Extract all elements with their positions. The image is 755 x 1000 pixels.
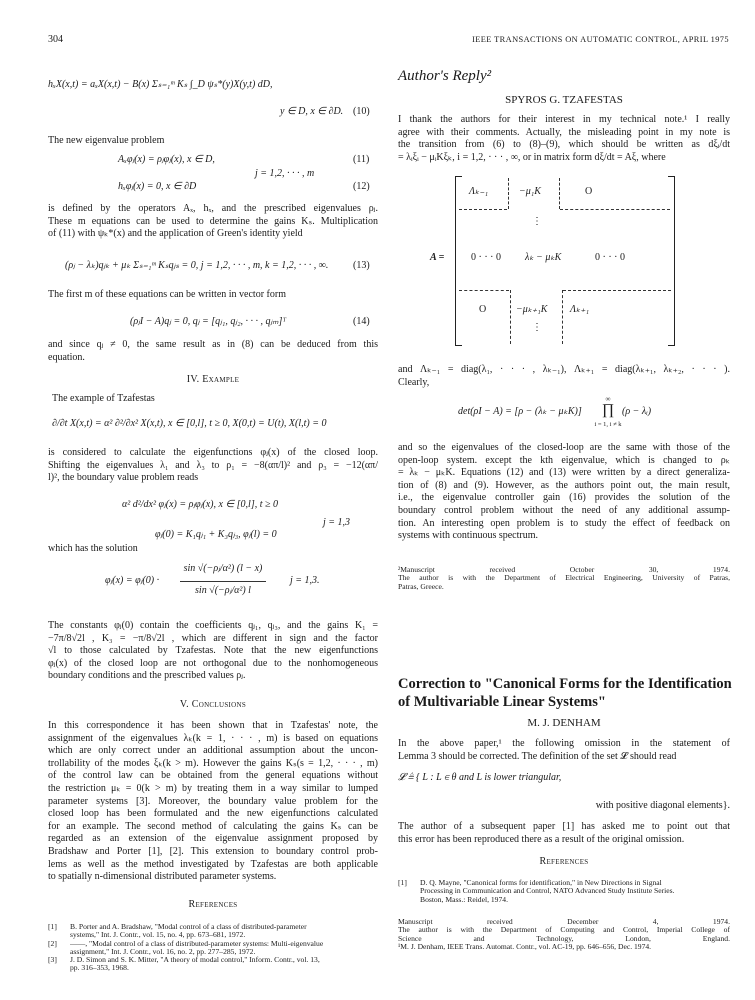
paragraph (398, 738, 730, 763)
paragraph (398, 821, 730, 846)
matrix-entry: O (585, 186, 593, 197)
text-line: closed loop has been formulated and the new eigenfunctions calculated (48, 808, 378, 820)
equation-12-number: (12) (353, 181, 370, 192)
reference-line: Processing in Communication and Control, NATO Advanced Study Institute Series. (420, 887, 675, 896)
matrix-entry: ⋮ (532, 322, 542, 333)
set-definition: 𝓛 ≜ { L : L ∈ θ and L is lower triangular, (398, 772, 562, 783)
text-line: to spatially n-dimensional distributed parameter systems. (48, 871, 277, 883)
dashed-divider (559, 178, 560, 209)
text-line: of the control law can be obtained from the general equations without (48, 770, 378, 782)
product-symbol: ∏ (601, 402, 615, 418)
text-line: is considered to calculate the eigenfunctions φⱼ(x) of the closed loop. (48, 447, 378, 458)
reference-line: D. Q. Mayne, "Canonical forms for identification," in New Directions in Signal (420, 879, 662, 887)
text-line: Bradshaw and Porter [1], [2]. This extension to boundary control prob- (48, 845, 378, 857)
equation-solution-denominator: sin √(−ρⱼ/α²) l (195, 585, 251, 596)
text-line: Clearly, (398, 376, 430, 388)
correction-title (398, 675, 738, 711)
block-matrix (455, 176, 675, 346)
equation-14-number: (14) (353, 316, 370, 327)
text-line: tion of (8) and (9). However, as the authors point out, the main result, (398, 479, 730, 491)
text-line: The constants φⱼ(0) contain the coefficients qⱼ₁, qⱼ₃, and the gains K₁ = (48, 620, 378, 631)
text-line: In this correspondence it has been shown that in Tzafestas' note, the (48, 720, 378, 731)
reference-list (398, 879, 730, 904)
text-line: i.e., the eigenvalue controller gain (16) provides the solution of the (398, 492, 730, 504)
text-line: parameter systems [3]. Moreover, the boundary value problem for the (48, 795, 378, 807)
text-line: The example of Tzafestas (52, 393, 155, 404)
text-line: assignment of the eigenvalues λₖ(k = 1, · · · , m) is based on equations (48, 732, 378, 744)
footnote (398, 918, 730, 951)
reference-item (398, 879, 730, 904)
reference-line: J. D. Simon and S. K. Mitter, "A theory of modal control," Inform. Contr., vol. 13, (70, 956, 320, 965)
references-heading: References (539, 856, 589, 867)
text-line: Science and Technology, London, England. (398, 934, 730, 943)
paragraph (398, 364, 730, 389)
text-line: Manuscript received December 4, 1974. (398, 918, 730, 926)
text-line: tion. An interesting open problem is to study the effect of feedback on (398, 517, 730, 529)
section-heading: V. Conclusions (179, 699, 247, 710)
text-line: = λₖ − μₖK. Equations (12) and (13) were written by a direct generaliza- (398, 467, 730, 479)
reply-author: SPYROS G. TZAFESTAS (505, 94, 623, 106)
reference-list (48, 923, 378, 973)
text-line: this error has been reproduced there as a result of the original omission. (398, 833, 685, 845)
text-line: lems as well as the method investigated by Tzafestas are both applicable (48, 858, 378, 870)
paragraph (398, 442, 730, 543)
text-line: regarded as an extension of the eigenvalue assignment proposed by (48, 833, 378, 845)
fraction-bar (180, 581, 266, 582)
text-line: and Λₖ₋₁ = diag(λ₁, · · · , λₖ₋₁), Λₖ₊₁ = diag(λₖ₊₁, λₖ₊₂, · · · ). (398, 364, 730, 375)
text-line: the transition from (6) to (8)–(9), which should be written as dξᵢ/dt (398, 139, 730, 151)
reference-item (48, 940, 378, 957)
dashed-divider (510, 290, 511, 344)
matrix-entry: λₖ − μₖK (525, 252, 562, 263)
equation-13-number: (13) (353, 260, 370, 271)
text-line: ¹M. J. Denham, IEEE Trans. Automat. Contr., vol. AC-19, pp. 646–656, Dec. 1974. (398, 942, 652, 951)
title-line: of Multivariable Linear Systems" (398, 694, 606, 710)
reference-line: pp. 316–353, 1968. (70, 964, 129, 973)
equation-det: det(ρI − A) = [ρ − (λₖ − μₖK)] (458, 406, 582, 417)
text-line: ²Manuscript received October 30, 1974. (398, 566, 730, 574)
text-line: trollability of the modes ξₖ(k > m). However the gains Kₛ(s = 1,2, · · · , m) (48, 757, 378, 769)
paragraph (48, 339, 378, 364)
matrix-entry: O (479, 304, 487, 315)
text-line: −7π/8√2l , K₃ = −π/8√2l , which are different in sign and the factor (48, 632, 378, 644)
dashed-divider (508, 178, 509, 209)
footnote (398, 566, 730, 591)
text-line: Lemma 3 should be corrected. The definition of the set 𝓛 should read (398, 750, 677, 762)
equation-12: hₓφⱼ(x) = 0, x ∈ ∂D (118, 181, 197, 192)
correction-author: M. J. DENHAM (527, 717, 601, 729)
equation-solution-numerator: sin √(−ρⱼ/α²) (l − x) (183, 563, 263, 574)
paragraph (48, 203, 378, 241)
equation-10-line2: y ∈ D, x ∈ ∂D. (280, 106, 344, 117)
text-line: agree with their comments. Actually, the misleading point in my note is (398, 126, 730, 138)
text-line: l)², the boundary value problem reads (48, 472, 199, 484)
equation-bvp-range: j = 1,3 (323, 517, 351, 528)
reference-line: B. Porter and A. Bradshaw, "Modal control of a class of distributed-parameter (70, 923, 307, 931)
matrix-entry: −μₖ₊₁K (516, 304, 548, 315)
text-line: φⱼ(x) of the closed loop are not orthogonal due to the nonhomogeneous (48, 657, 378, 669)
text-line: the restriction μₖ = 0(k > m) by treating them in a way similar to lumped (48, 782, 378, 794)
reply-title: Author's Reply² (398, 68, 492, 84)
dashed-divider (563, 290, 671, 291)
text-line: and since qⱼ ≠ 0, the same result as in (8) can be deduced from this (48, 339, 378, 350)
equation-product-term: (ρ − λᵢ) (622, 406, 652, 417)
section-heading: IV. Example (186, 374, 240, 385)
paragraph (48, 447, 378, 485)
text-line: The author is with the Department of Computing and Control, Imperial College of (398, 926, 730, 935)
text-line: equation. (48, 351, 85, 363)
equation-range: j = 1,2, · · · , m (255, 168, 315, 179)
text-line: In the above paper,¹ the following omission in the statement of (398, 738, 730, 749)
text-line: which has the solution (48, 543, 138, 554)
equation-solution-range: j = 1,3. (290, 575, 320, 586)
paragraph (48, 620, 378, 683)
equation-pde: ∂/∂t X(x,t) = α² ∂²/∂x² X(x,t), x ∈ [0,l], t ≥ 0, X(0,t) = U(t), X(l,t) = 0 (52, 418, 327, 429)
text-line: which are only correct under an additional assumption about the uncon- (48, 745, 378, 757)
matrix-entry: Λₖ₊₁ (570, 304, 590, 315)
reference-line: systems," Int. J. Contr., vol. 15, no. 4, pp. 673–681, 1972. (70, 931, 246, 940)
equation-bvp-1: α² d²/dx² φⱼ(x) = ρⱼφⱼ(x), x ∈ [0,l], t ≥ 0 (122, 499, 278, 510)
references-heading: References (188, 899, 238, 910)
dashed-divider (459, 209, 507, 210)
text-line: Shifting the eigenvalues λ₁ and λ₃ to ρ₁ = −8(απ/l)² and ρ₃ = −12(απ/ (48, 459, 378, 471)
reference-number: [1] (398, 878, 407, 887)
title-line: Correction to "Canonical Forms for the Identification (398, 676, 732, 692)
product-lower-limit: i = 1, i ≠ k (594, 421, 622, 428)
text-line: The author of a subsequent paper [1] has asked me to point out that (398, 821, 730, 832)
dashed-divider (459, 290, 509, 291)
text-line: The new eigenvalue problem (48, 135, 165, 146)
paragraph (48, 720, 378, 884)
text-line: boundary conditions and the prescribed values ρⱼ. (48, 670, 246, 682)
equation-11-number: (11) (353, 154, 370, 165)
matrix-lhs: A = (430, 252, 445, 263)
dashed-divider (560, 209, 670, 210)
text-line: The author is with the Department of Electrical Engineering, University of Patras, (398, 574, 730, 583)
matrix-entry: 0 · · · 0 (471, 252, 501, 263)
dashed-divider (562, 290, 563, 344)
reference-line: assignment," Int. J. Contr., vol. 16, no. 2, pp. 277–285, 1972. (70, 947, 256, 956)
reference-item (48, 923, 378, 940)
page-number: 304 (48, 34, 63, 45)
matrix-entry: Λₖ₋₁ (469, 186, 489, 197)
text-line: is defined by the operators Aₓ, hₓ, and the prescribed eigenvalues ρⱼ. (48, 203, 378, 214)
text-line: for an example. The second method of calculating the gains Kₛ can be (48, 820, 378, 832)
text-line: open-loop system. except the kth eigenvalue, which is changed to ρₖ (398, 454, 730, 466)
paragraph (398, 114, 730, 164)
left-bracket (455, 176, 462, 346)
equation-13: (ρⱼ − λₖ)qⱼₖ + μₖ Σₛ₌₁ᵐ Kₛqⱼₛ = 0, j = 1,2, · · · , m, k = 1,2, · · · , ∞. (65, 260, 329, 271)
reference-line: ——, "Modal control of a class of distributed-parameter systems: Multi-eigenvalue (70, 939, 324, 948)
reference-number: [2] (48, 938, 57, 948)
text-line: of (11) with ψₖ*(x) and the application of Green's identity yield (48, 228, 303, 240)
equation-10-line1: hₓX(x,t) = aₓX(x,t) − B(x) Σₛ₌₁ᵐ Kₛ ∫_D ψₛ*(y)X(y,t) dD, (48, 79, 273, 90)
equation-bvp-2: φⱼ(0) = K₁qⱼ₁ + K₃qⱼ₃, φⱼ(l) = 0 (155, 529, 277, 540)
text-line: Patras, Greece. (398, 582, 444, 591)
journal-header: IEEE TRANSACTIONS ON AUTOMATIC CONTROL, APRIL 1975 (472, 35, 729, 44)
text-line: systems with continuous spectrum. (398, 530, 538, 542)
reference-item (48, 956, 378, 973)
text-line: √l to those calculated by Tzafestas. Note that the new eigenfunctions (48, 645, 378, 657)
equation-solution-lhs: φⱼ(x) = φⱼ(0) · (105, 575, 160, 586)
text-line: I thank the authors for their interest in my technical note.¹ I really (398, 114, 730, 125)
text-line: = λᵢξᵢ − μᵢKξₖ, i = 1,2, · · · , ∞, or in matrix form dξ/dt = Aξ, where (398, 151, 666, 163)
text-line: and so the eigenvalues of the closed-loop are the same with those of the (398, 442, 730, 453)
set-definition-continued: with positive diagonal elements}. (595, 800, 730, 811)
text-line: boundary control problem without the need of any additional assump- (398, 504, 730, 516)
right-bracket (668, 176, 675, 346)
product-upper-limit: ∞ (605, 395, 611, 403)
reference-line: Boston, Mass.: Reidel, 1974. (420, 895, 508, 904)
reference-number: [1] (48, 922, 57, 931)
equation-14: (ρⱼI − A)qⱼ = 0, qⱼ = [qⱼ₁, qⱼ₂, · · · , qⱼₘ]ᵀ (130, 316, 287, 327)
matrix-entry: ⋮ (532, 216, 542, 227)
reference-number: [3] (48, 955, 57, 965)
text-line: The first m of these equations can be written in vector form (48, 289, 286, 300)
equation-10-number: (10) (353, 106, 370, 117)
text-line: These m equations can be used to determine the gains Kₛ. Multiplication (48, 215, 378, 227)
matrix-entry: 0 · · · 0 (595, 252, 625, 263)
matrix-entry: −μ₁K (519, 186, 541, 197)
equation-11: Aₓφⱼ(x) = ρⱼφⱼ(x), x ∈ D, (118, 154, 215, 165)
